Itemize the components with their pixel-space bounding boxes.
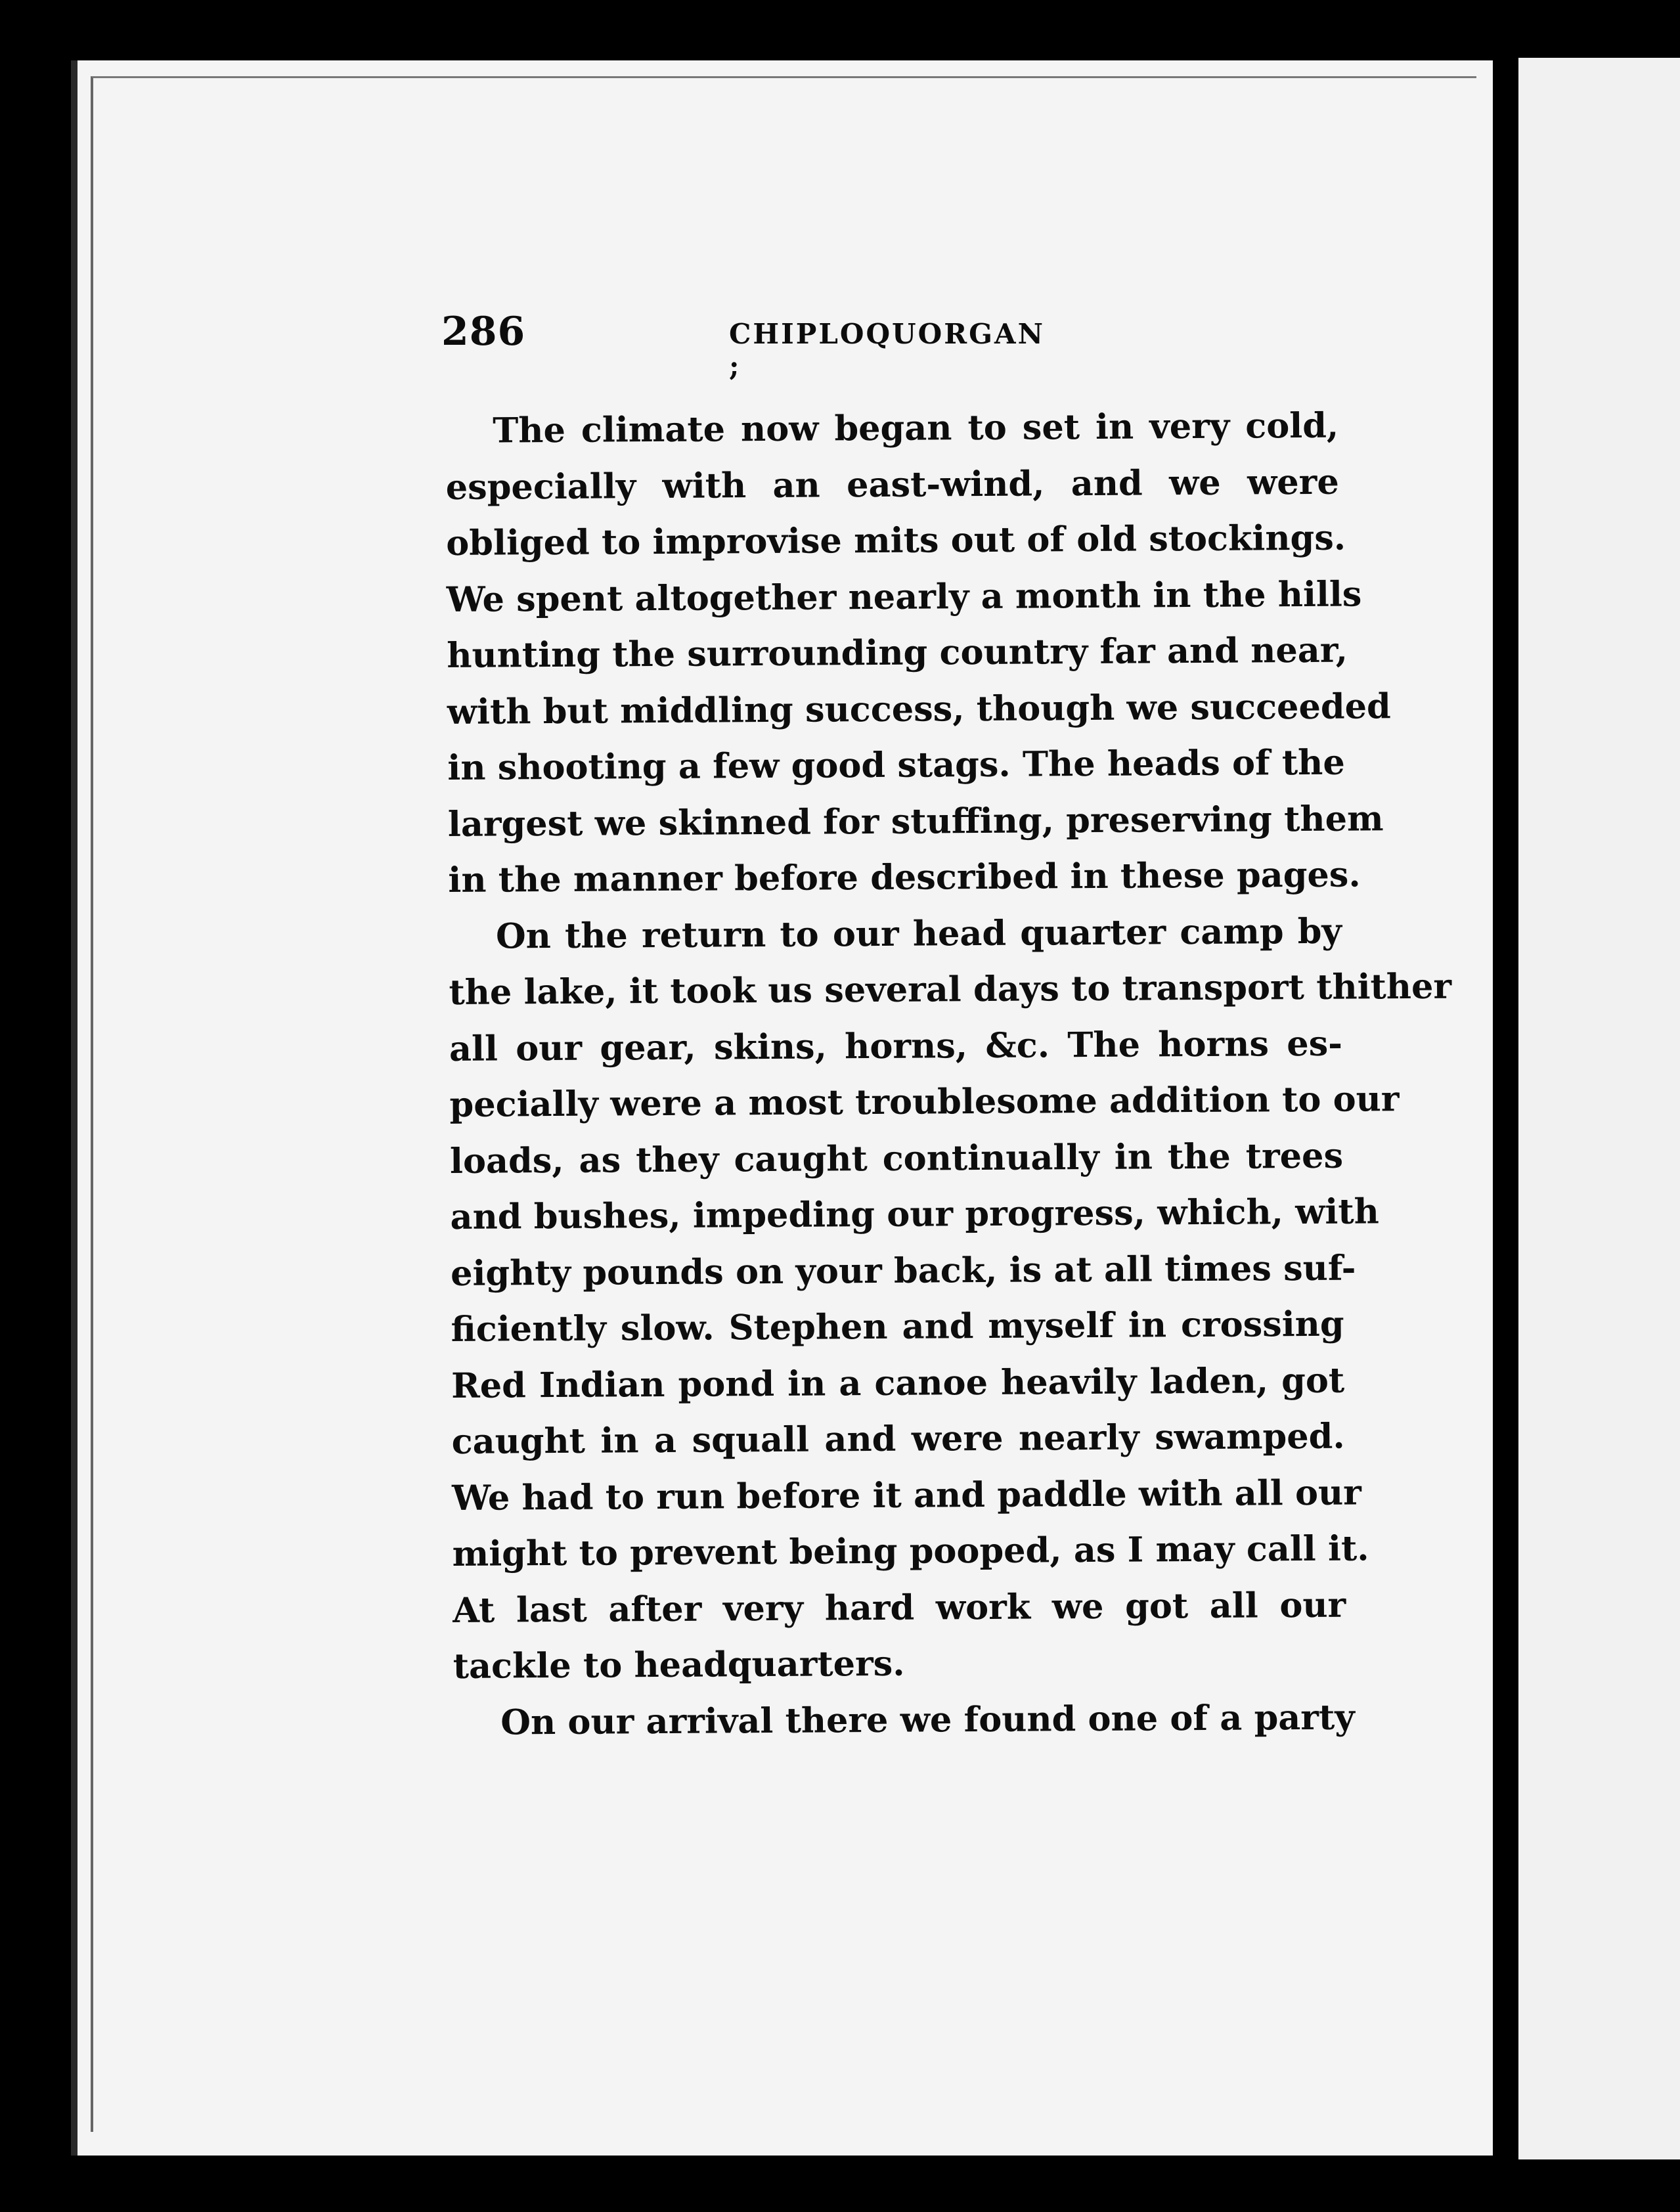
text-line: eighty pounds on your back, is at all times suf- [450, 1248, 1356, 1294]
text-line: We had to run before it and paddle with all our [451, 1472, 1362, 1518]
text-line: might to prevent being pooped, as I may call it. [452, 1528, 1369, 1574]
text-line: obliged to improvise mits out of old stockings. [446, 518, 1346, 564]
text-line: On the return to our head quarter camp by [495, 911, 1342, 957]
text-line: The climate now began to set in very cold, [493, 405, 1339, 451]
text-line: ficiently slow. Stephen and myself in crossing [451, 1304, 1344, 1350]
page-header [441, 309, 1046, 382]
text-line: in the manner before described in these pages. [448, 854, 1361, 900]
text-line: We spent altogether nearly a month in the hills [446, 573, 1362, 620]
text-line: hunting the surrounding country far and near, [447, 630, 1348, 676]
text-line: loads, as they caught continually in the trees [449, 1136, 1344, 1182]
text-line: with but middling success, though we succeeded [447, 686, 1391, 732]
text-line: On our arrival there we found one of a party [500, 1697, 1355, 1743]
text-line: all our gear, skins, horns, &c. The horns es- [449, 1023, 1343, 1069]
text-line: especially with an east-wind, and we were [445, 462, 1339, 508]
text-line: pecially were a most troublesome addition to our [449, 1079, 1400, 1125]
page-number: 286 [441, 309, 526, 355]
text-line: Red Indian pond in a canoe heavily laden, got [451, 1360, 1345, 1406]
body-text [445, 398, 1452, 1751]
text-line: tackle to headquarters. [453, 1643, 905, 1687]
text-line: and bushes, impeding our progress, which, with [450, 1191, 1379, 1237]
text-line: At last after very hard work we got all our [453, 1585, 1346, 1631]
text-line: the lake, it took us several days to transport thither [449, 966, 1452, 1013]
book-page [71, 60, 1493, 2156]
text-line: caught in a squall and were nearly swamped. [451, 1416, 1345, 1462]
adjacent-page-edge [1518, 58, 1680, 2159]
text-line: in shooting a few good stags. The heads of the [447, 742, 1345, 788]
text-line: largest we skinned for stuffing, preserving them [447, 798, 1384, 845]
running-title: CHIPLOQUORGAN ; [729, 318, 1046, 382]
